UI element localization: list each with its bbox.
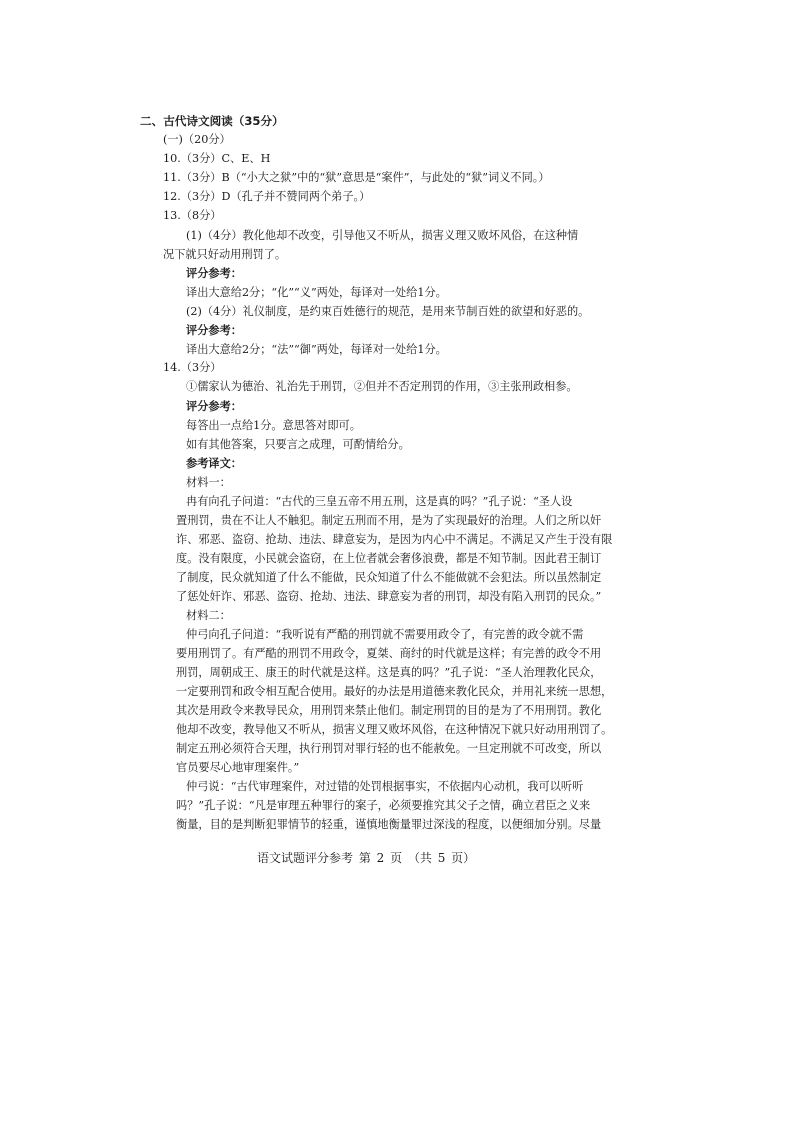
material1-line: 诈、邪恶、盗窃、抢劫、违法、肆意妄为，是因为内心中不满足。不满足又产生于没有限 — [176, 533, 613, 546]
q14-answer: ①儒家认为德治、礼治先于刑罚，②但并不否定刑罚的作用，③主张刑政相参。 — [186, 380, 578, 393]
q13-part1-line1: (1)（4分）教化他却不改变，引导他又不听从，损害义理又败坏风俗，在这种情 — [186, 229, 579, 242]
material2-line: 一定要刑罚和政令相互配合使用。最好的办法是用道德来教化民众，并用礼来统一思想， — [176, 685, 613, 698]
answer-q11: 11.（3分）B（“小大之狱”中的“狱”意思是“案件”，与此处的“狱”词义不同。） — [163, 171, 550, 184]
material1-line: 度。没有限度，小民就会盗窃，在上位者就会奢侈浪费，都是不知节制。因此君王制订 — [176, 552, 602, 565]
translation-label: 参考译文： — [186, 457, 242, 470]
answer-q14-head: 14.（3分） — [163, 361, 222, 374]
subsection-label: (一)（20分） — [163, 133, 231, 146]
q13-part1-line2: 况下就只好动用刑罚了。 — [163, 248, 287, 261]
material2-line: 官员要尽心地审理案件。” — [176, 761, 300, 774]
page-footer: 语文试题评分参考 第 2 页 （共 5 页） — [257, 851, 476, 865]
material1-line: 冉有向孔子问道：“古代的三皇五帝不用五刑，这是真的吗？”孔子说：“圣人设 — [186, 495, 573, 508]
material2-line: 制定五刑必须符合天理，执行刑罚对罪行轻的也不能赦免。一旦定刑就不可改变，所以 — [176, 742, 602, 755]
material2-line: 仲弓向孔子问道：“我听说有严酷的刑罚就不需要用政令了，有完善的政令就不需 — [186, 628, 584, 641]
q13-grading-label-1: 评分参考： — [186, 267, 242, 280]
paragraph3-line: 衡量，目的是判断犯罪情节的轻重，谨慎地衡量罪过深浅的程度，以便细加分别。尽量 — [176, 818, 602, 831]
q14-grading-label: 评分参考： — [186, 400, 242, 413]
q14-grading-line1: 每答出一点给1分。意思答对即可。 — [186, 419, 361, 432]
q13-grading-text-1: 译出大意给2分；“化”“义”两处，每译对一处给1分。 — [186, 286, 447, 299]
section-title: 二、古代诗文阅读（35分） — [140, 114, 284, 128]
answer-q12: 12.（3分）D（孔子并不赞同两个弟子。） — [163, 190, 371, 203]
material1-line: 置刑罚，贵在不让人不触犯。制定五刑而不用，是为了实现最好的治理。人们之所以奸 — [176, 514, 602, 527]
paragraph3-line: 吗？”孔子说：“凡是审理五种罪行的案子，必须要推究其父子之情，确立君臣之义来 — [176, 799, 591, 812]
material2-label: 材料二： — [186, 609, 231, 622]
answer-q10: 10.（3分）C、E、H — [163, 152, 271, 165]
material1-label: 材料一： — [186, 476, 231, 489]
material2-line: 其次是用政令来教导民众，用刑罚来禁止他们。制定刑罚的目的是为了不用刑罚。教化 — [176, 704, 602, 717]
material2-line: 他却不改变，教导他又不听从，损害义理又败坏风俗，在这种情况下就只好动用刑罚了。 — [176, 723, 613, 736]
q13-grading-text-2: 译出大意给2分；“法”“御”两处，每译对一处给1分。 — [186, 343, 447, 356]
q13-grading-label-2: 评分参考： — [186, 324, 242, 337]
q14-grading-line2: 如有其他答案，只要言之成理，可酌情给分。 — [186, 438, 410, 451]
paragraph3-line: 仲弓说：“古代审理案件，对过错的处罚根据事实，不依据内心动机，我可以听听 — [186, 780, 584, 793]
q13-part2: (2)（4分）礼仪制度，是约束百姓德行的规范，是用来节制百姓的欲望和好恶的。 — [186, 305, 590, 318]
material2-line: 要用刑罚了。有严酷的刑罚不用政令，夏桀、商纣的时代就是这样；有完善的政令不用 — [176, 647, 602, 660]
answer-q13-head: 13.（8分） — [163, 209, 222, 222]
material1-line: 了惩处奸诈、邪恶、盗窃、抢劫、违法、肆意妄为者的刑罚，却没有陷入刑罚的民众。” — [176, 590, 602, 603]
material2-line: 刑罚，周朝成王、康王的时代就是这样。这是真的吗？”孔子说：“圣人治理教化民众， — [176, 666, 602, 679]
material1-line: 了制度，民众就知道了什么不能做，民众知道了什么不能做就不会犯法。所以虽然制定 — [176, 571, 602, 584]
